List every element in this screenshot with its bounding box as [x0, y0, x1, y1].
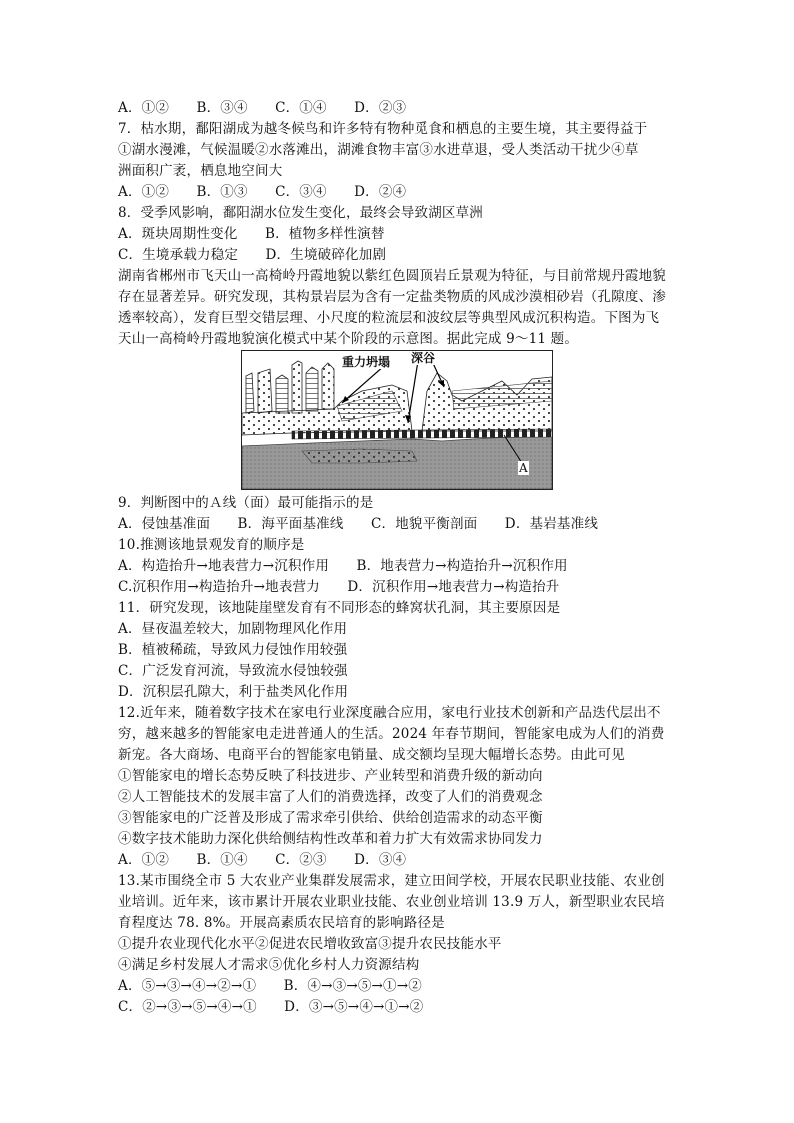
q11-stem: 11．研究发现，该地陡崖壁发育有不同形态的蜂窝状孔洞，其主要原因是 [118, 600, 561, 616]
q7-options: A．①② B．①③ C．③④ D．②④ [118, 184, 407, 200]
q9-options: A．侵蚀基准面 B．海平面基准线 C．地貌平衡剖面 D．基岩基准线 [118, 516, 599, 532]
basement-layer [242, 436, 552, 489]
q12-stem: 穷，越来越多的智能家电走进普通人的生活。2024 年春节期间，智能家电成为人们的消费 [118, 726, 665, 742]
passage-line: 透率较高），发育巨型交错层理、小尺度的粒流层和波纹层等典型风成沉积构造。下图为飞 [118, 310, 660, 326]
q12-statement-4: ④数字技术能助力深化供给侧结构性改革和着力扩大有效需求协同发力 [118, 831, 543, 847]
valley-arrow-left [408, 361, 418, 423]
q10-stem: 10.推测该地景观发育的顺序是 [118, 537, 305, 553]
q13-stem: 业培训。近年来，该市累计开展农业职业技能、农业创业培训 13.9 万人，新型职业农民培 [118, 894, 665, 910]
q12-statement-1: ①智能家电的增长态势反映了科技进步、产业转型和消费升级的新动向 [118, 768, 543, 784]
q6-options: A．①② B．③④ C．①④ D．②③ [118, 100, 407, 116]
q8-options-ab: A．斑块周期性变化 B．植物多样性演替 [118, 226, 385, 242]
q11-option-d: D．沉积层孔隙大，利于盐类风化作用 [118, 684, 349, 700]
q11-option-c: C．广泛发育河流，导致流水侵蚀较强 [118, 663, 348, 679]
q13-stem: 13.某市围绕全市 5 大农业产业集群发展需求，建立田间学校，开展农民职业技能、农业创 [118, 873, 665, 889]
diagram-svg [242, 351, 552, 489]
q13-stem: 育程度达 78. 8%。开展高素质农民培育的影响路径是 [118, 915, 445, 931]
q8-stem: 8．受季风影响，鄱阳湖水位发生变化，最终会导致湖区草洲 [118, 205, 483, 221]
q12-options: A．①② B．①④ C．②③ D．③④ [118, 852, 407, 868]
q11-option-a: A．昼夜温差较大，加剧物理风化作用 [118, 621, 348, 637]
q10-options-ab: A．构造抬升→地表营力→沉积作用 B．地表营力→构造抬升→沉积作用 [118, 558, 568, 574]
q7-statements-cont: 洲面积广袤，栖息地空间大 [118, 163, 283, 179]
label-gravity-collapse: 重力坍塌 [342, 355, 391, 369]
q12-statement-3: ③智能家电的广泛普及形成了需求牵引供给、供给创造需求的动态平衡 [118, 810, 543, 826]
passage-line: 湖南省郴州市飞天山一高椅岭丹霞地貌以紫红色圆顶岩丘景观为特征，与目前常规丹霞地貌 [118, 268, 666, 284]
q11-option-b: B．植被稀疏，导致风力侵蚀作用较强 [118, 642, 348, 658]
q9-stem: 9．判断图中的Ａ线（面）最可能指示的是 [118, 495, 374, 511]
q12-stem: 12.近年来，随着数字技术在家电行业深度融合应用，家电行业技术创新和产品迭代层出不 [118, 705, 661, 721]
q7-statements: ①湖水漫滩，气候温暖②水落滩出，湖滩食物丰富③水进草退，受人类活动干扰少④草 [118, 142, 639, 158]
q13-options-cd: C．②→③→⑤→④→① D．③→⑤→④→①→② [118, 999, 424, 1015]
q10-options-cd: C.沉积作用→构造抬升→地表营力 D．沉积作用→地表营力→构造抬升 [118, 579, 560, 595]
q8-options-cd: C．生境承载力稳定 D．生境破碎化加剧 [118, 247, 387, 263]
q13-statements: ①提升农业现代化水平②促进农民增收致富③提升农民技能水平 [118, 936, 502, 952]
q13-options-ab: A．⑤→③→④→②→① B．④→③→⑤→①→② [118, 978, 422, 994]
q12-statement-2: ②人工智能技术的发展丰富了人们的消费选择，改变了人们的消费观念 [118, 789, 543, 805]
danxia-landform-diagram [241, 350, 553, 490]
q7-stem: 7．枯水期，鄱阳湖成为越冬候鸟和许多特有物种觅食和栖息的主要生境，其主要得益于 [118, 121, 648, 137]
label-deep-valley: 深谷 [411, 351, 436, 365]
q12-stem: 新宠。各大商场、电商平台的智能家电销量、成交额均呈现大幅增长态势。由此可见 [118, 747, 625, 763]
q13-statements: ④满足乡村发展人才需求⑤优化乡村人力资源结构 [118, 957, 420, 973]
label-line-a: A [519, 461, 528, 475]
passage-line: 存在显著差异。研究发现，其构景岩层为含有一定盐类物质的风成沙漠相砂岩（孔隙度、渗 [118, 289, 666, 305]
passage-line: 天山一高椅岭丹霞地貌演化模式中某个阶段的示意图。据此完成 9～11 题。 [118, 331, 579, 347]
